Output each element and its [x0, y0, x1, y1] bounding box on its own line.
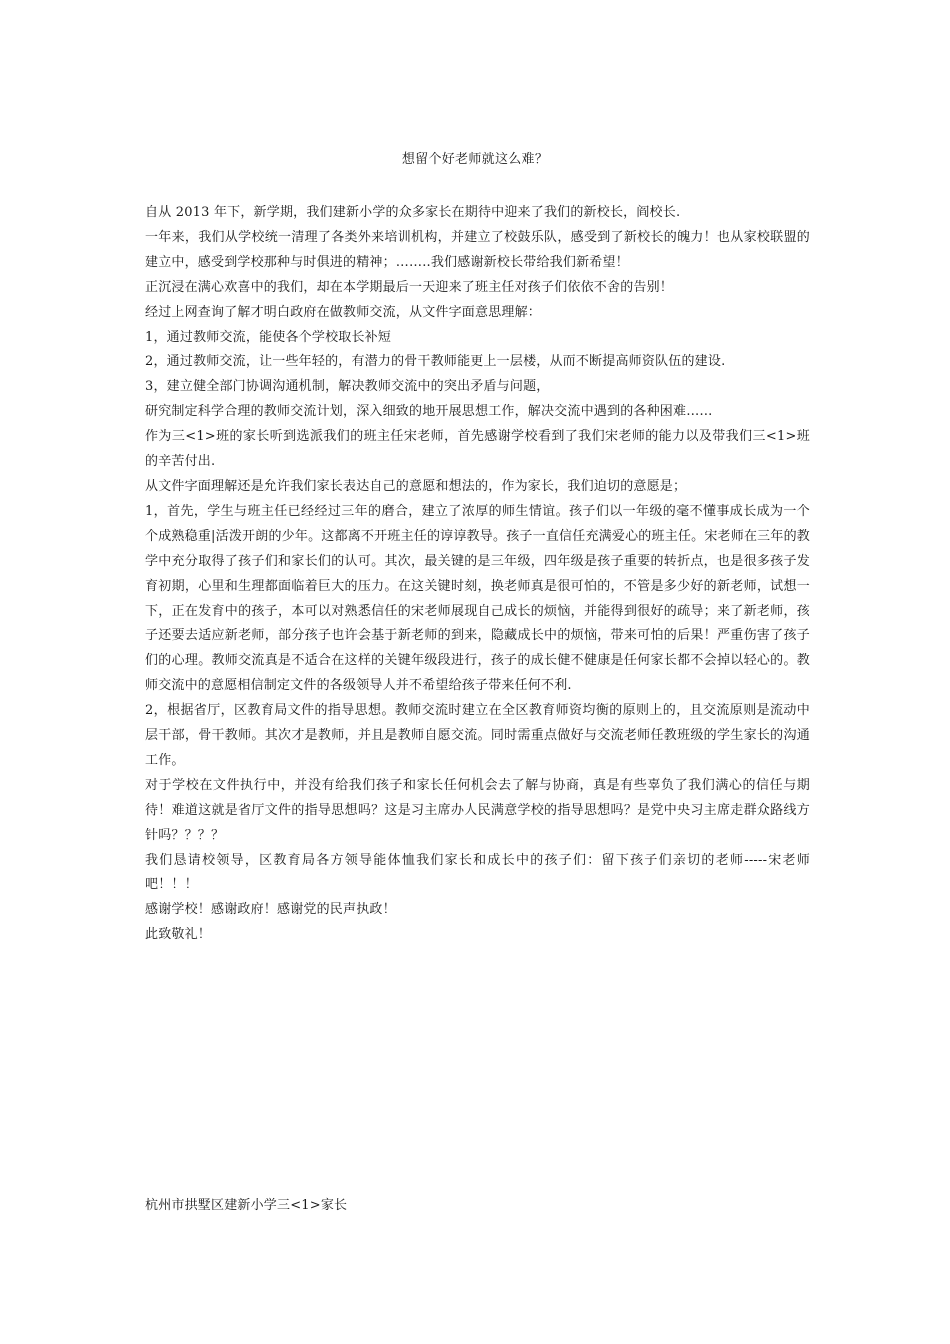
paragraph: 正沉浸在满心欢喜中的我们，却在本学期最后一天迎来了班主任对孩子们依依不舍的告别！: [145, 279, 674, 295]
paragraph: 一年来，我们从学校统一清理了各类外来培训机构，并建立了校鼓乐队，感受到了新校长的魄力！也从家校联盟的建立中，感受到学校那种与时俱进的精神；……..我们感谢新校长带给我们新希望！: [145, 229, 810, 270]
paragraph: 2，根据省厅，区教育局文件的指导思想。教师交流时建立在全区教育师资均衡的原则上的，且交流原则是流动中层干部，骨干教师。其次才是教师，并且是教师自愿交流。同时需重点做好与交流老师任教班级的学生家长的沟通工作。: [145, 703, 810, 768]
paragraph: 自从 2013 年下，新学期，我们建新小学的众多家长在期待中迎来了我们的新校长，阎校长.: [145, 205, 681, 220]
paragraph: 研究制定科学合理的教师交流计划，深入细致的地开展思想工作，解决交流中遇到的各种困难……: [145, 404, 713, 420]
document-title: 想留个好老师就这么难？: [401, 152, 549, 167]
paragraph: 3，建立健全部门协调沟通机制，解决教师交流中的突出矛盾与问题，: [145, 379, 550, 395]
paragraph: 我们恳请校领导，区教育局各方领导能体恤我们家长和成长中的孩子们：留下孩子们亲切的老师-----宋老师吧！！！: [145, 852, 810, 893]
paragraph: 经过上网查询了解才明白政府在做教师交流，从文件字面意思理解：: [145, 304, 542, 320]
paragraph: 对于学校在文件执行中，并没有给我们孩子和家长任何机会去了解与协商，真是有些辜负了我们满心的信任与期待！难道这就是省厅文件的指导思想吗？这是习主席办人民满意学校的指导思想吗？是党中央习主席走群众路线方针吗？？？？: [145, 777, 810, 843]
signature: 杭州市拱墅区建新小学三<1>家长: [145, 1198, 348, 1213]
paragraph: 从文件字面理解还是允许我们家长表达自己的意愿和想法的，作为家长，我们迫切的意愿是；: [145, 478, 687, 494]
paragraph: 1，首先，学生与班主任已经经过三年的磨合，建立了浓厚的师生情谊。孩子们以一年级的毫不懂事成长成为一个个成熟稳重|活泼开朗的少年。这都离不开班主任的谆谆教导。孩子一直信任充满爱心的班主任。宋老师在三年的教学中充分取得了孩子们和家长们的认可。其次，最关键的是三年级，四年级是孩子重要的转折点，也是很多孩子发育初期，心里和生理都面临着巨大的压力。在这关键时刻，换老师真是很可怕的，不管是多少好的新老师，试想一下，正在发育中的孩子，本可以对熟悉信任的宋老师展现自己成长的烦恼，并能得到很好的疏导；来了新老师，孩子还要去适应新老师，部分孩子也许会基于新老师的到来，隐藏成长中的烦恼，带来可怕的后果！严重伤害了孩子们的心理。教师交流真是不适合在这样的关键年级段进行，孩子的成长健不健康是任何家长都不会掉以轻心的。教师交流中的意愿相信制定文件的各级领导人并不希望给孩子带来任何不利.: [145, 503, 810, 694]
paragraph: 1，通过教师交流，能使各个学校取长补短: [145, 329, 392, 345]
paragraph: 2，通过教师交流，让一些年轻的，有潜力的骨干教师能更上一层楼，从而不断提高师资队伍的建设.: [145, 354, 726, 370]
paragraph: 此致敬礼！: [145, 927, 212, 943]
paragraph: 作为三<1>班的家长听到选派我们的班主任宋老师，首先感谢学校看到了我们宋老师的能力以及带我们三<1>班的辛苦付出.: [145, 429, 810, 470]
paragraph: 感谢学校！感谢政府！感谢党的民声执政！: [145, 902, 396, 918]
document-body: [145, 201, 810, 948]
